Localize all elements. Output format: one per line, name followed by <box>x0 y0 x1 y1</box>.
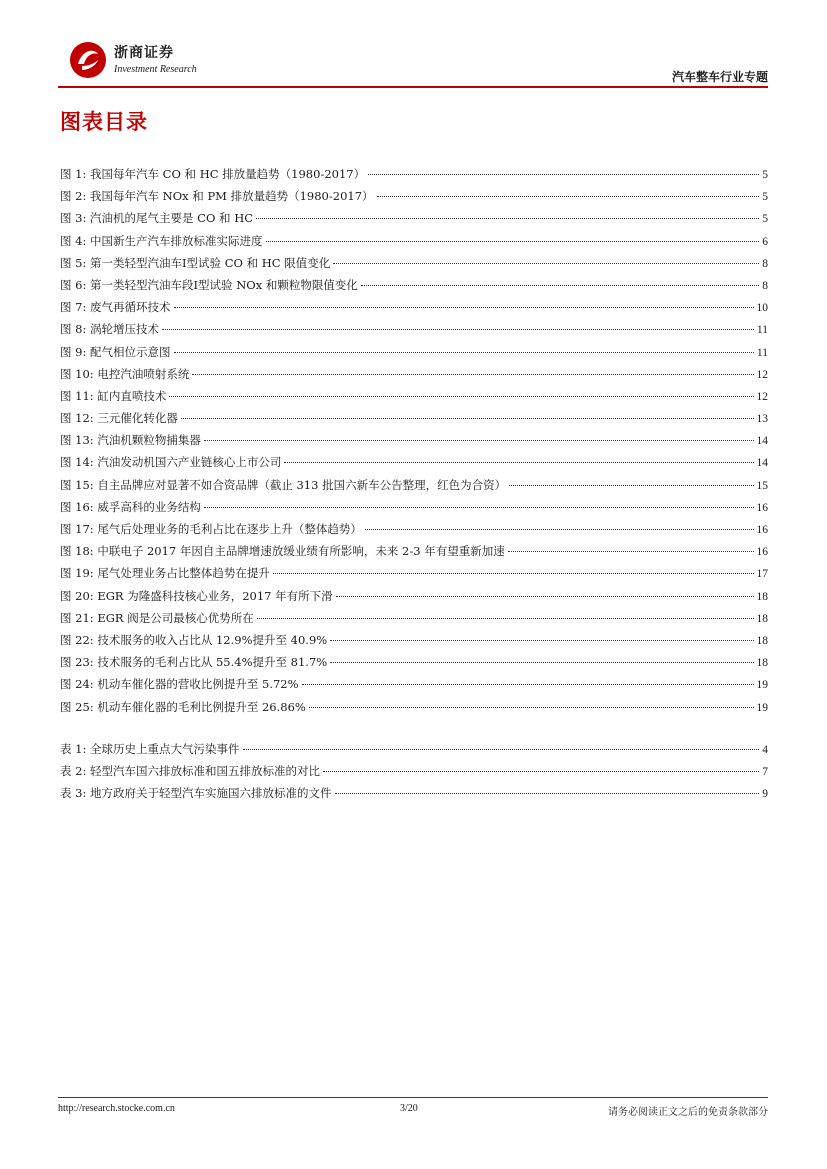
toc-entry-page: 5 <box>762 169 768 181</box>
table-entry[interactable] <box>60 741 768 763</box>
footer-url-link[interactable]: http://research.stocke.com.cn <box>58 1103 175 1114</box>
figure-entry[interactable] <box>60 521 768 543</box>
disclaimer-note: 请务必阅读正文之后的免责条款部分 <box>608 1107 768 1118</box>
figure-entry[interactable] <box>60 610 768 632</box>
toc-entry-page: 17 <box>756 568 768 581</box>
report-type-title: 汽车整车行业专题 <box>671 70 768 84</box>
dot-leader <box>365 528 754 530</box>
toc-entry-label: 图 10: 电控汽油喷射系统 <box>60 366 190 381</box>
dot-leader <box>361 284 759 286</box>
toc-entry-page: 9 <box>762 788 768 801</box>
toc-entry-page: 16 <box>756 524 768 536</box>
figure-entry[interactable] <box>60 210 768 232</box>
dot-leader <box>330 639 753 641</box>
table-list <box>60 741 768 808</box>
toc-entry-label: 图 7: 废气再循环技术 <box>60 300 171 315</box>
toc-entry-label: 图 4: 中国新生产汽车排放标准实际进度 <box>60 233 263 248</box>
dot-leader <box>509 484 753 486</box>
toc-entry-label: 图 3: 汽油机的尾气主要是 CO 和 HC <box>60 211 254 226</box>
logo-tagline: Investment Research <box>114 64 197 75</box>
toc-entry-label: 图 19: 尾气处理业务占比整体趋势在提升 <box>60 566 270 581</box>
figure-entry[interactable] <box>60 699 768 721</box>
toc-entry-label: 图 23: 技术服务的毛利占比从 55.4%提升至 81.7% <box>60 655 328 670</box>
toc-entry-page: 5 <box>762 191 768 204</box>
figure-entry[interactable] <box>60 344 768 366</box>
toc-entry-page: 18 <box>756 612 768 625</box>
dot-leader <box>336 595 754 597</box>
toc-entry-label: 图 6: 第一类轻型汽油车段Ⅰ型试验 NOx 和颗粒物限值变化 <box>60 277 358 292</box>
figure-entry[interactable] <box>60 410 768 432</box>
dot-leader <box>204 439 754 441</box>
dot-leader <box>302 683 754 685</box>
toc-entry-label: 图 24: 机动车催化器的营收比例提升至 5.72% <box>60 677 299 692</box>
figure-entry[interactable] <box>60 321 768 343</box>
dot-leader <box>335 792 760 794</box>
figure-entry[interactable] <box>60 654 768 676</box>
figure-entry[interactable] <box>60 477 768 499</box>
toc-entry-label: 图 13: 汽油机颗粒物捕集器 <box>60 433 201 448</box>
toc-entry-page: 5 <box>762 213 768 226</box>
dot-leader <box>181 417 754 419</box>
toc-entry-page: 14 <box>756 435 768 448</box>
figure-entry[interactable] <box>60 233 768 255</box>
figure-entry[interactable] <box>60 277 768 299</box>
dot-leader <box>243 748 760 750</box>
toc-entry-page: 11 <box>756 346 768 359</box>
toc-entry-page: 8 <box>762 257 768 270</box>
page-number: 3/20 <box>400 1103 418 1114</box>
toc-entry-label: 图 21: EGR 阀是公司最核心优势所在 <box>60 610 254 625</box>
toc-entry-label: 图 5: 第一类轻型汽油车Ⅰ型试验 CO 和 HC 限值变化 <box>60 255 331 270</box>
figure-entry[interactable] <box>60 432 768 454</box>
figure-entry[interactable] <box>60 499 768 521</box>
toc-entry-label: 表 3: 地方政府关于轻型汽车实施国六排放标准的文件 <box>60 786 332 801</box>
figure-entry[interactable] <box>60 588 768 610</box>
toc-entry-page: 4 <box>762 744 768 756</box>
figure-entry[interactable] <box>60 676 768 698</box>
dot-leader <box>257 617 754 619</box>
figure-entry[interactable] <box>60 188 768 210</box>
figure-list <box>60 166 768 721</box>
dot-leader <box>323 770 759 772</box>
toc-entry-page: 8 <box>762 279 768 292</box>
logo-company-name: 浙商证券 <box>114 45 174 61</box>
toc-entry-label: 图 8: 涡轮增压技术 <box>60 322 160 337</box>
toc-entry-page: 14 <box>756 457 768 470</box>
toc-entry-page: 16 <box>756 546 768 559</box>
figure-entry[interactable] <box>60 366 768 388</box>
figure-entry[interactable] <box>60 388 768 410</box>
dot-leader <box>377 195 760 197</box>
toc-entry-page: 18 <box>756 634 768 647</box>
toc-entry-label: 表 1: 全球历史上重点大气污染事件 <box>60 742 240 756</box>
toc-entry-label: 图 14: 汽油发动机国六产业链核心上市公司 <box>60 455 282 470</box>
company-logo-icon <box>68 40 108 80</box>
dot-leader <box>174 351 754 353</box>
figure-entry[interactable] <box>60 543 768 565</box>
toc-entry-label: 表 2: 轻型汽车国六排放标准和国五排放标准的对比 <box>60 764 320 779</box>
dot-leader <box>192 373 753 375</box>
dot-leader <box>309 706 754 708</box>
dot-leader <box>368 173 759 175</box>
toc-entry-page: 15 <box>756 479 768 492</box>
dot-leader <box>204 506 754 508</box>
figure-entry[interactable] <box>60 299 768 321</box>
toc-entry-page: 6 <box>762 235 768 248</box>
toc-entry-label: 图 12: 三元催化转化器 <box>60 411 178 426</box>
toc-entry-page: 7 <box>762 766 768 779</box>
figure-entry[interactable] <box>60 166 768 188</box>
toc-entry-label: 图 11: 缸内直喷技术 <box>60 388 167 403</box>
dot-leader <box>284 461 753 463</box>
dot-leader <box>273 572 754 574</box>
dot-leader <box>162 328 754 330</box>
toc-entry-page: 19 <box>756 679 768 692</box>
toc-entry-label: 图 9: 配气相位示意图 <box>60 344 171 359</box>
toc-entry-page: 12 <box>756 390 768 403</box>
table-entry[interactable] <box>60 785 768 807</box>
toc-entry-page: 12 <box>756 368 768 381</box>
table-entry[interactable] <box>60 763 768 785</box>
dot-leader <box>266 240 760 242</box>
header-divider <box>58 86 768 88</box>
toc-entry-page: 18 <box>756 657 768 670</box>
toc-entry-label: 图 20: EGR 为隆盛科技核心业务，2017 年有所下滑 <box>60 588 333 603</box>
toc-entry-page: 11 <box>756 324 768 337</box>
toc-entry-page: 19 <box>756 701 768 714</box>
figure-entry[interactable] <box>60 255 768 277</box>
dot-leader <box>508 550 754 552</box>
dot-leader <box>174 306 754 308</box>
footer-divider <box>58 1097 768 1098</box>
toc-entry-label: 图 1: 我国每年汽车 CO 和 HC 排放量趋势（1980-2017） <box>60 167 366 181</box>
toc-entry-page: 18 <box>756 590 768 603</box>
dot-leader <box>169 395 753 397</box>
toc-entry-page: 10 <box>756 302 768 315</box>
dot-leader <box>256 217 759 219</box>
toc-entry-label: 图 17: 尾气后处理业务的毛利占比在逐步上升（整体趋势） <box>60 522 362 536</box>
figure-entry[interactable] <box>60 454 768 476</box>
toc-entry-label: 图 2: 我国每年汽车 NOx 和 PM 排放量趋势（1980-2017） <box>60 189 374 204</box>
figure-entry[interactable] <box>60 632 768 654</box>
toc-entry-label: 图 22: 技术服务的收入占比从 12.9%提升至 40.9% <box>60 632 328 647</box>
toc-entry-page: 16 <box>756 501 768 514</box>
toc-entry-label: 图 25: 机动车催化器的毛利比例提升至 26.86% <box>60 699 306 714</box>
toc-entry-label: 图 15: 自主品牌应对显著不如合资品牌（截止 313 批国六新车公告整理，红色为合资） <box>60 477 507 492</box>
dot-leader <box>330 661 753 663</box>
page-header <box>58 38 768 86</box>
dot-leader <box>333 262 759 264</box>
toc-entry-page: 13 <box>756 413 768 426</box>
toc-entry-label: 图 18: 中联电子 2017 年因自主品牌增速放缓业绩有所影响，未来 2-3 年有望重新加速 <box>60 544 505 559</box>
figure-entry[interactable] <box>60 565 768 587</box>
toc-entry-label: 图 16: 威孚高科的业务结构 <box>60 499 201 514</box>
page-title: 图表目录 <box>60 110 148 134</box>
